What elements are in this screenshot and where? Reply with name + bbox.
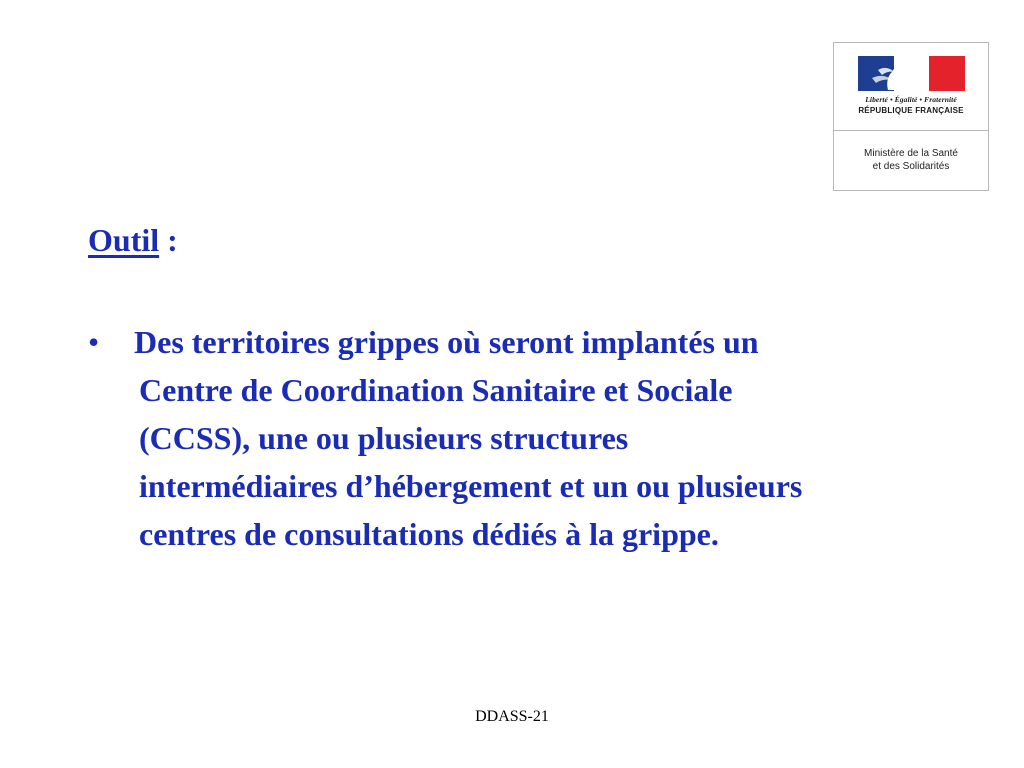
marianne-flag-icon bbox=[858, 56, 965, 91]
bullet-line-2: Centre de Coordination Sanitaire et Sociale bbox=[139, 372, 733, 408]
ministry-line-2: et des Solidarités bbox=[872, 161, 950, 172]
logo-top-panel bbox=[834, 43, 988, 131]
slide-footer: DDASS-21 bbox=[475, 708, 549, 725]
heading-suffix: : bbox=[159, 222, 178, 258]
republic-logo bbox=[833, 42, 989, 191]
bullet-line-5: centres de consultations dédiés à la grippe. bbox=[139, 516, 719, 552]
logo-motto: Liberté • Égalité • Fraternité bbox=[865, 95, 957, 104]
bullet-line-3: (CCSS), une ou plusieurs structures bbox=[139, 420, 629, 456]
heading-word: Outil bbox=[88, 222, 160, 258]
bullet-text bbox=[134, 318, 974, 558]
slide-heading bbox=[88, 222, 178, 259]
bullet-line-1: Des territoires grippes où seront implantés un bbox=[134, 324, 759, 360]
ministry-line-1: Ministère de la Santé bbox=[864, 148, 958, 159]
bullet-marker: • bbox=[88, 324, 100, 360]
logo-republic-name: RÉPUBLIQUE FRANÇAISE bbox=[858, 106, 964, 115]
logo-ministry-name bbox=[834, 147, 988, 173]
bullet-line-4: intermédiaires d’hébergement et un ou plusieurs bbox=[139, 468, 803, 504]
